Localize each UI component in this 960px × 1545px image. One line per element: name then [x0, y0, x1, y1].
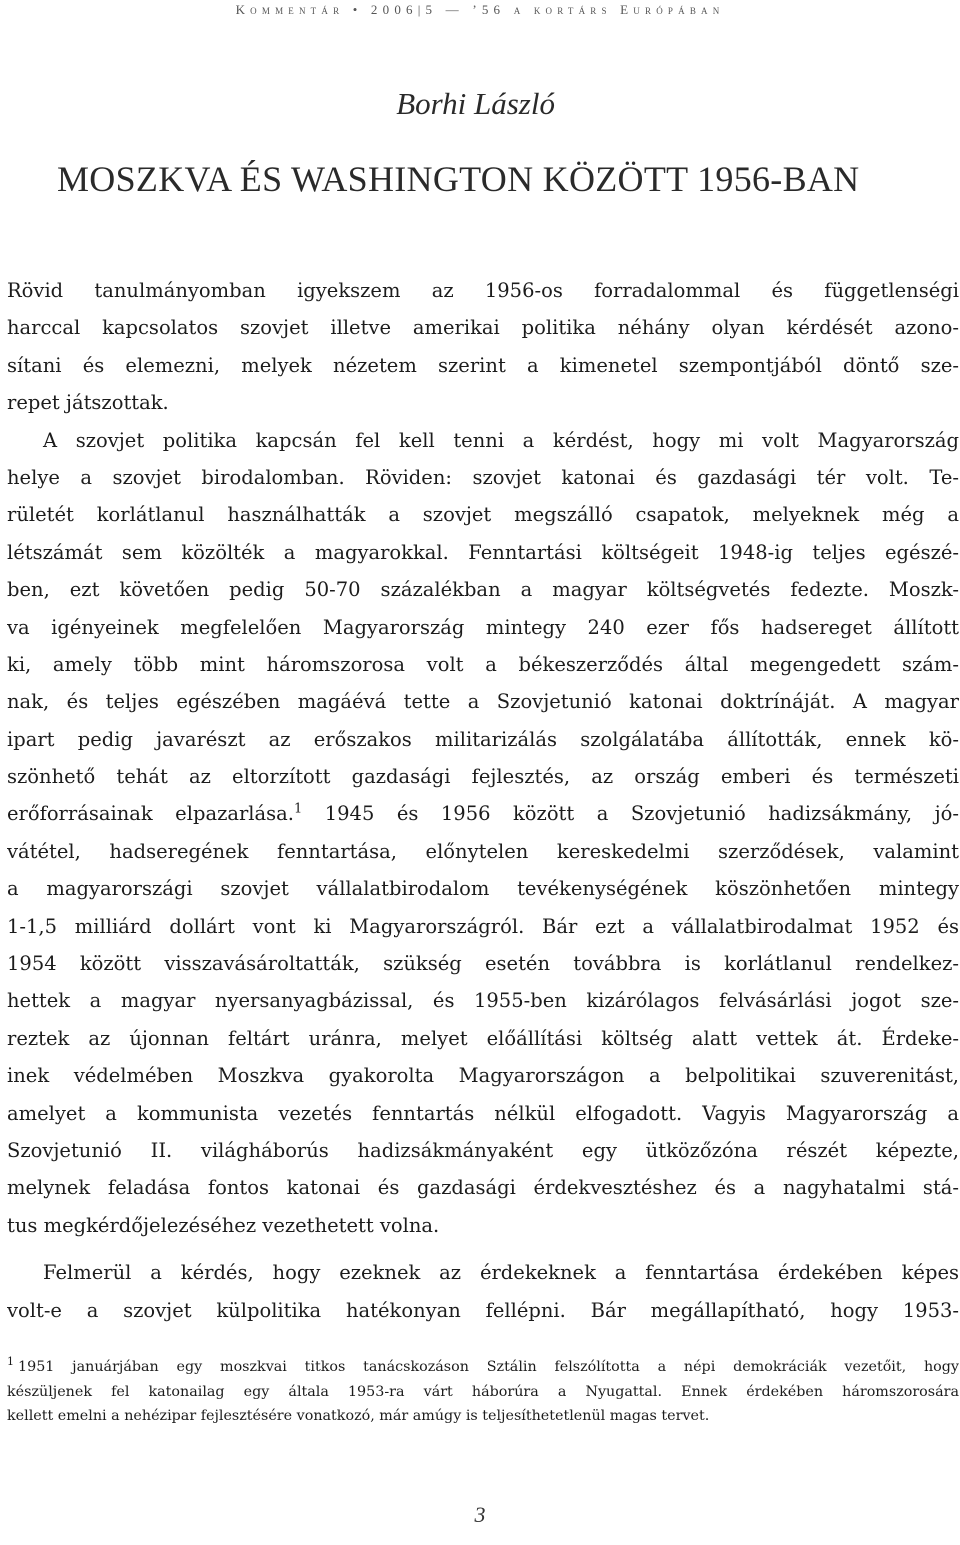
footnote-mark: 1 [7, 1355, 14, 1369]
body-line: volt-e a szovjet külpolitika hatékonyan fellépni. Bár megállapítható, hogy 1953- [7, 1298, 959, 1322]
body-line: a magyarországi szovjet vállalatbirodalom tevékenységének köszönhetően mintegy [7, 877, 959, 901]
body-line: harccal kapcsolatos szovjet illetve amerikai politika néhány olyan kérdését azono- [7, 316, 959, 340]
body-line: létszámát sem közölték a magyarokkal. Fenntartási költségeit 1948-ig teljes egészé- [7, 540, 959, 564]
body-line-with-footnote [7, 795, 959, 832]
body-line: ipart pedig javarészt az erőszakos militarizálás szolgálatába állították, ennek kö- [7, 727, 959, 751]
body-line: nak, és teljes egészében magáévá tette a Szovjetunió katonai doktrínáját. A magyar [7, 690, 959, 714]
footnote-text: 1951 januárjában egy moszkvai titkos tanácskozáson Sztálin felszólította a népi demokráciák vezetőit, hogy [18, 1359, 959, 1375]
body-line: Rövid tanulmányomban igyekszem az 1956-os forradalommal és függetlenségi [7, 279, 959, 302]
body-line: 1-1,5 milliárd dollárt vont ki Magyarországról. Bár ezt a vállalatbirodalmat 1952 és [7, 914, 959, 938]
body-line: tus megkérdőjelezéséhez vezethetett volna. [7, 1213, 440, 1237]
body-line: vátétel, hadseregének fenntartása, előnytelen kereskedelmi szerződések, valamint [7, 839, 959, 863]
body-line: reztek az újonnan feltárt uránra, melyet előállítási költség alatt vettek át. Érdeke- [7, 1026, 959, 1050]
author-name: Borhi László [396, 86, 555, 121]
body-text-segment: 1945 és 1956 között a Szovjetunió hadizsákmány, jó- [302, 802, 959, 826]
body-line: Felmerül a kérdés, hogy ezeknek az érdekeknek a fenntartása érdekében képes [43, 1261, 959, 1285]
body-line: rületét korlátlanul használhatták a szovjet megszálló csapatok, melyeknek még a [7, 503, 959, 527]
body-line: melynek feladása fontos katonai és gazdasági érdekvesztéshez és a nagyhatalmi stá- [7, 1176, 959, 1200]
body-line: ben, ezt követően pedig 50-70 százalékban a magyar költségvetés fedezte. Moszk- [7, 578, 959, 602]
body-line: 1954 között visszavásároltatták, szükség esetén továbbra is korlátlanul rendelkez- [7, 952, 959, 976]
body-line: szönhető tehát az eltorzított gazdasági fejlesztés, az ország emberi és természeti [7, 765, 959, 789]
body-line: amelyet a kommunista vezetés fenntartás nélkül elfogadott. Vagyis Magyarország a [7, 1101, 959, 1125]
article-title: MOSZKVA ÉS WASHINGTON KÖZÖTT 1956-BAN [57, 159, 860, 199]
body-line: sítani és elemezni, melyek nézetem szerint a kimenetel szempontjából döntő sze- [7, 353, 959, 377]
body-line: A szovjet politika kapcsán fel kell tenni a kérdést, hogy mi volt Magyarország [43, 428, 959, 452]
body-line: helye a szovjet birodalomban. Röviden: szovjet katonai és gazdasági tér volt. Te- [7, 465, 959, 489]
body-line: ki, amely több mint háromszorosa volt a békeszerződés által megengedett szám- [7, 652, 959, 676]
body-line: repet játszottak. [7, 391, 169, 415]
running-header: Kommentár • 2006|5 — ’56 a kortárs Európában [235, 2, 725, 17]
footnote-line [7, 1355, 959, 1380]
footnote-line: készüljenek fel katonailag egy általa 1953-ra várt háborúra a Nyugattal. Ennek érdekében háromszorosára [7, 1383, 959, 1400]
body-text-segment: erőforrásainak elpazarlása. [7, 802, 294, 826]
page-number: 3 [474, 1502, 486, 1527]
body-line: Szovjetunió II. világháborús hadizsákmányaként egy ütközőzóna részét képezte, [7, 1138, 959, 1162]
body-line: hettek a magyar nyersanyagbázissal, és 1955-ben kizárólagos felvásárlási jogot sze- [7, 989, 959, 1013]
body-line: va igényeinek megfelelően Magyarország mintegy 240 ezer fős hadsereget állított [7, 615, 959, 639]
footnote-reference[interactable]: 1 [293, 801, 303, 817]
article-body [7, 272, 959, 1329]
body-line: inek védelmében Moszkva gyakorolta Magyarországon a belpolitikai szuverenitást, [7, 1064, 959, 1088]
footnote-line: kellett emelni a nehézipar fejlesztésére vonatkozó, már amúgy is teljesíthetetlenül magas tervet. [7, 1408, 710, 1424]
footnotes [7, 1355, 959, 1429]
